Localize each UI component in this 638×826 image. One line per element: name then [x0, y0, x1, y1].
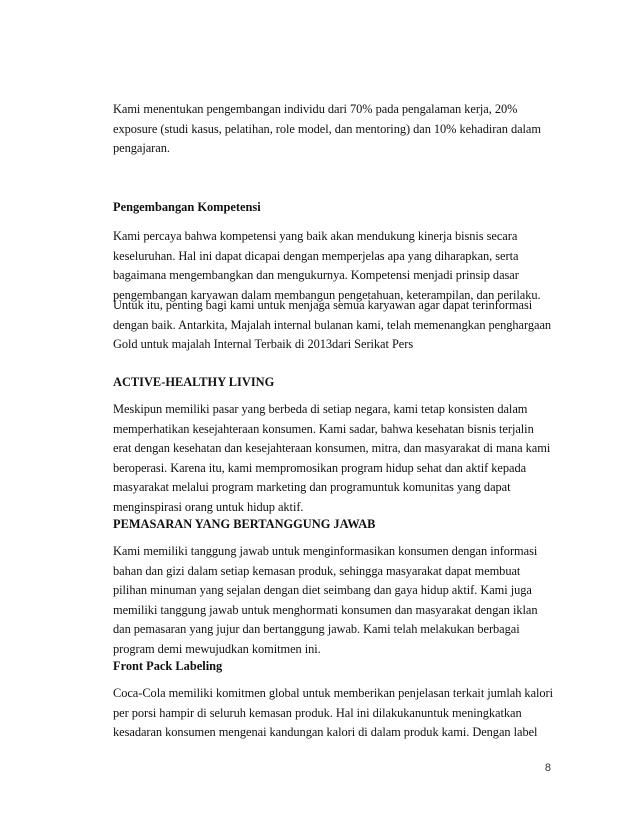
section-active-healthy-living: [113, 373, 565, 393]
page-number: 8: [544, 762, 551, 774]
paragraph: Untuk itu, penting bagi kami untuk menjaga semua karyawan agar dapat terinformasi dengan baik. Antarkita, Majalah internal bulanan kami, telah memenangkan penghargaan Gold untuk majalah Internal Terbaik di 2013dari Serikat Pers: [113, 298, 552, 352]
paragraph: Meskipun memiliki pasar yang berbeda di setiap negara, kami tetap konsisten dalam memperhatikan kesejahteraan konsumen. Kami sadar, bahwa kesehatan bisnis terjalin erat dengan kesehatan dan kesejahteraan konsumen, mitra, dan masyarakat di mana kami beroperasi. Karena itu, kami mempromosikan program hidup sehat dan aktif kepada masyarakat melalui program marketing dan programuntuk komunitas yang dapat menginspirasi orang untuk hidup aktif.: [113, 402, 551, 514]
section-heading: PEMASARAN YANG BERTANGGUNG JAWAB: [113, 517, 376, 531]
paragraph: Coca-Cola memiliki komitmen global untuk memberikan penjelasan terkait jumlah kalori per porsi hampir di seluruh kemasan produk. Hal ini dilakukanuntuk meningkatkan kesadaran konsumen mengenai kandungan kalori di dalam produk kami. Dengan label: [113, 686, 554, 740]
section-pemasaran: [113, 515, 565, 535]
paragraph: Kami percaya bahwa kompetensi yang baik akan mendukung kinerja bisnis secara keseluruhan. Hal ini dapat dicapai dengan memperjelas apa yang diharapkan, serta bagaimana mengembangkan dan mengukurnya. Kompetensi menjadi prinsip dasar pengembangan karyawan dalam membangun pengetahuan, keterampilan, dan perilaku.: [113, 229, 541, 302]
section-body: [113, 684, 565, 743]
section-heading: Pengembangan Kompetensi: [113, 200, 261, 214]
paragraph: Kami memiliki tanggung jawab untuk menginformasikan konsumen dengan informasi bahan dan gizi dalam setiap kemasan produk, sehingga masyarakat dapat membuat pilihan minuman yang sejalan dengan diet seimbang dan gaya hidup aktif. Kami juga memiliki tanggung jawab untuk menghormati konsumen dan masyarakat dengan iklan dan pemasaran yang jujur dan bertanggung jawab. Kami telah melakukan berbagai program demi mewujudkan komitmen ini.: [113, 544, 538, 656]
section-body: [113, 400, 565, 518]
section-body: [113, 542, 565, 660]
section-pengembangan-kompetensi: [113, 198, 565, 218]
section-body: [113, 296, 565, 355]
intro-paragraph: Kami menentukan pengembangan individu dari 70% pada pengalaman kerja, 20% exposure (studi kasus, pelatihan, role model, dan mentoring) dan 10% kehadiran dalam pengajaran.: [113, 102, 541, 156]
section-heading: Front Pack Labeling: [113, 659, 223, 673]
intro-section: [113, 100, 565, 159]
section-heading: ACTIVE-HEALTHY LIVING: [113, 375, 275, 389]
section-body: [113, 227, 565, 305]
section-front-pack-labeling: [113, 657, 565, 677]
